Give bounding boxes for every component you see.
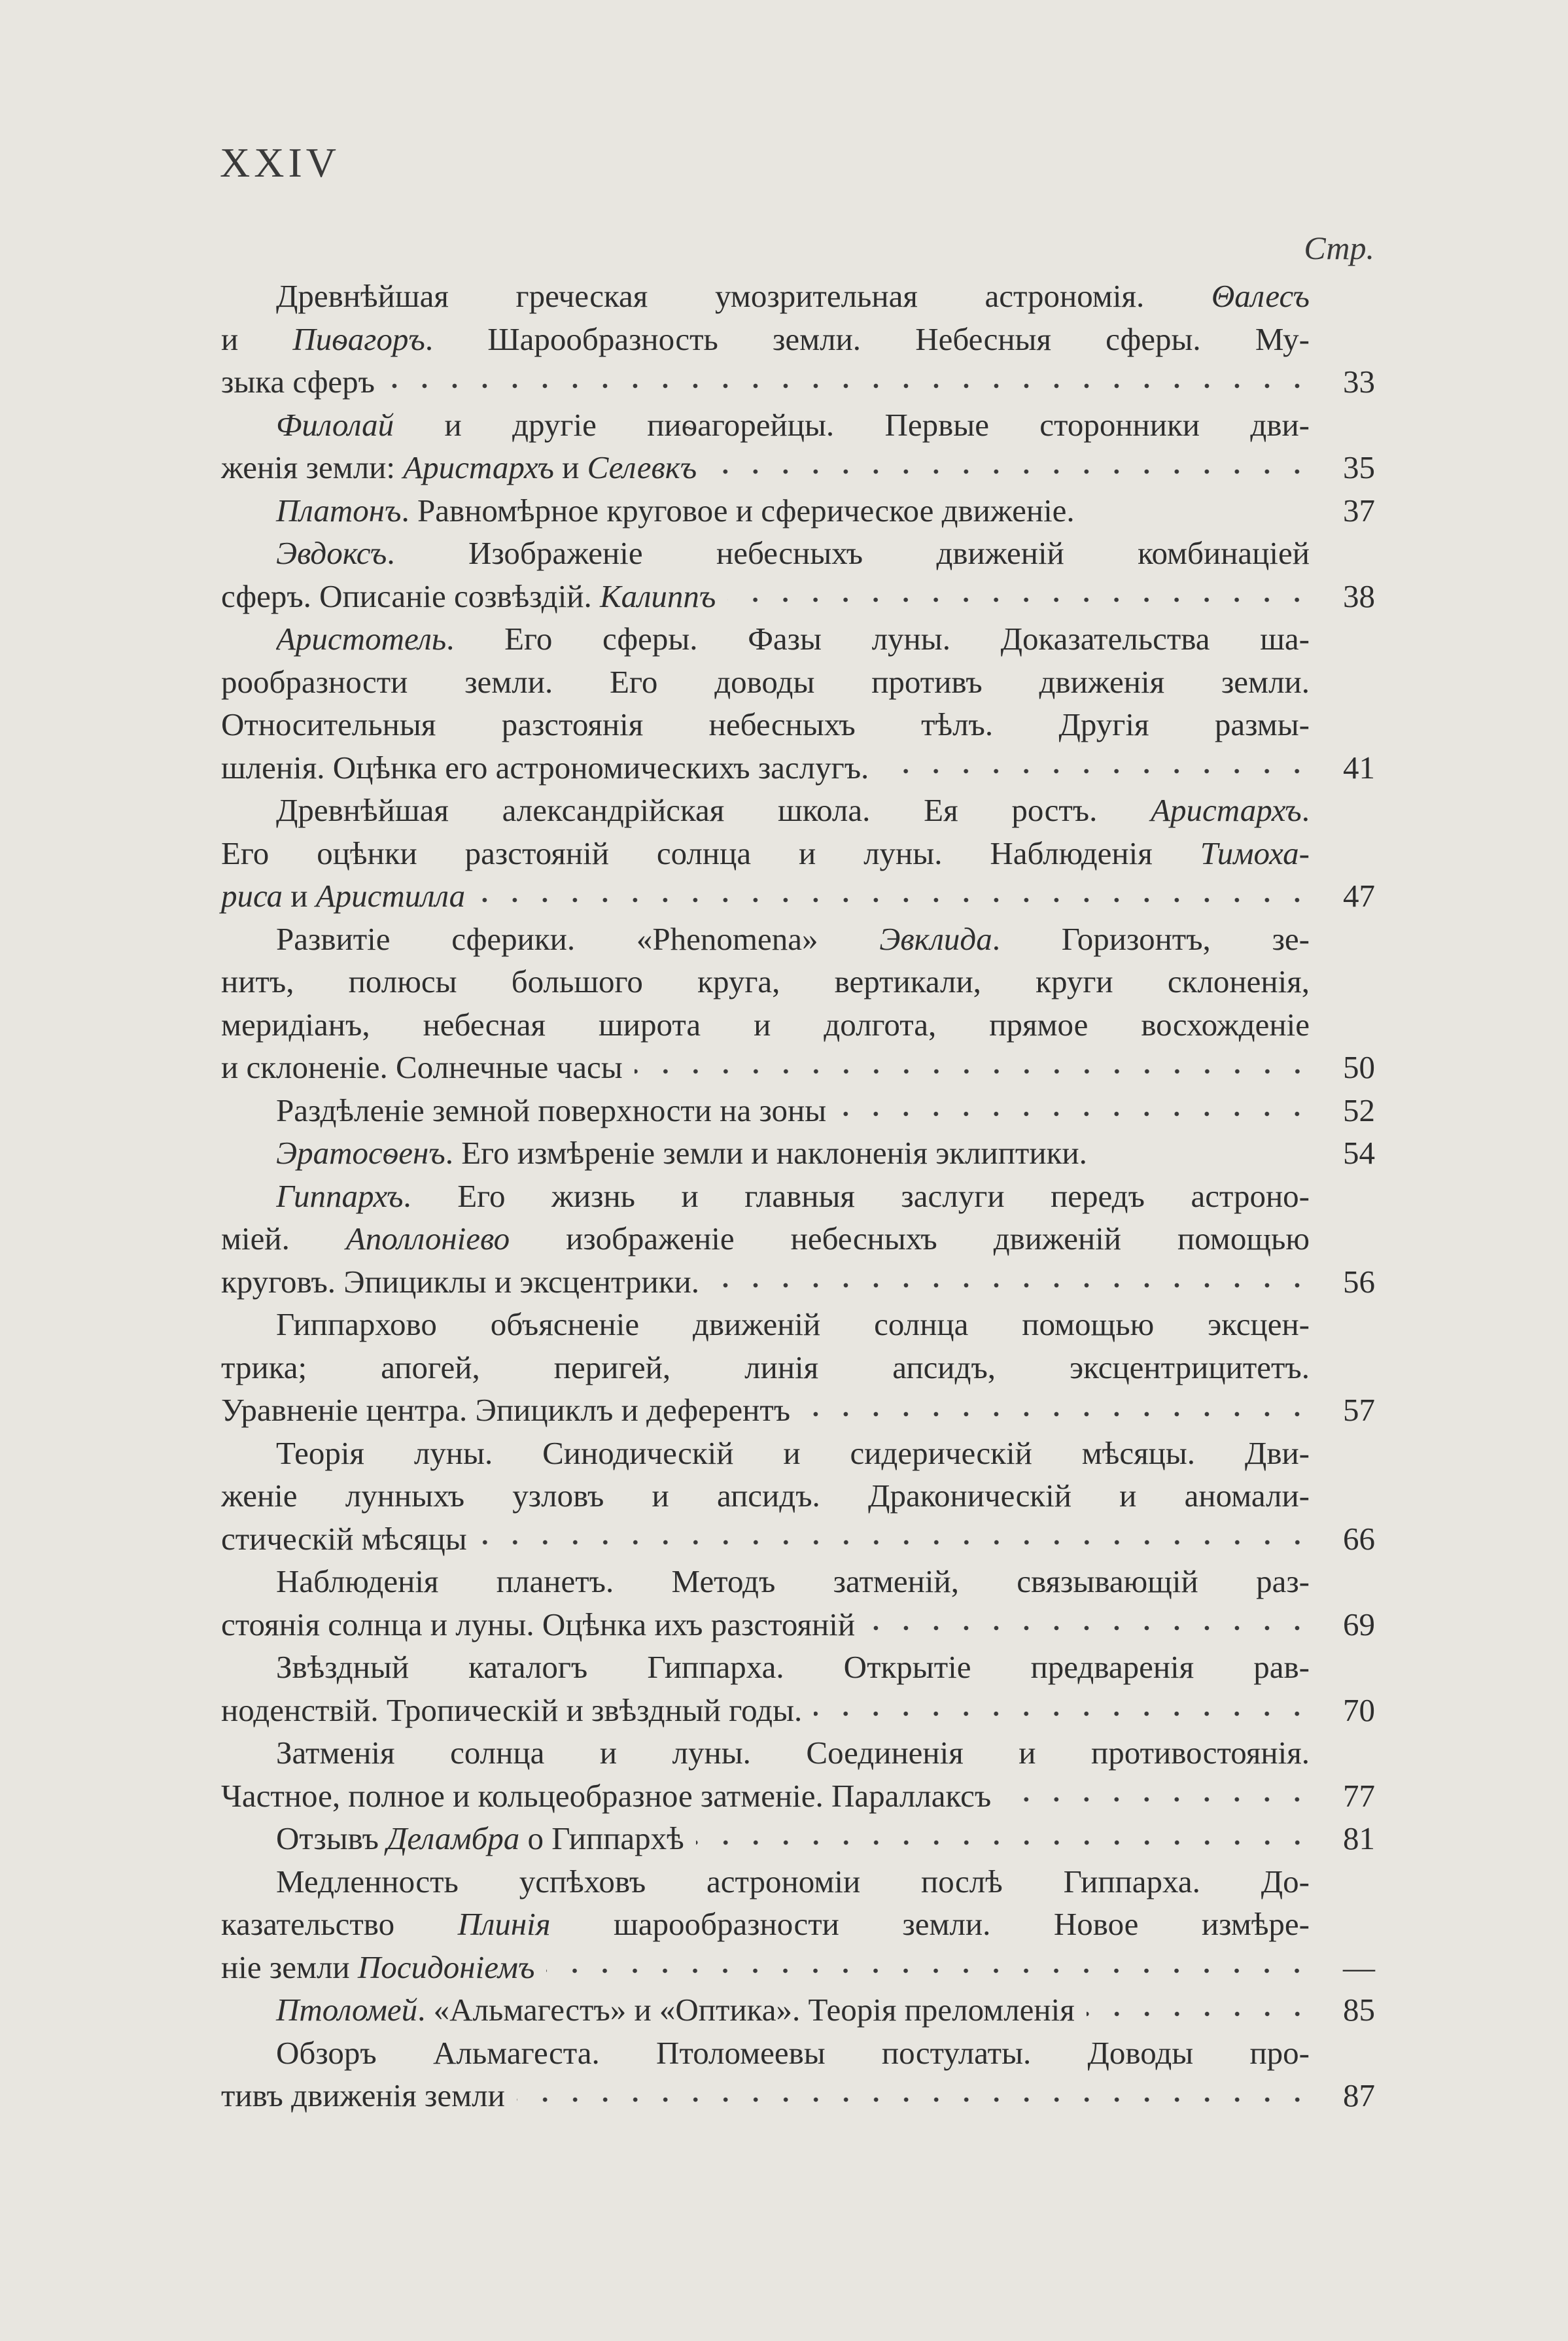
toc-line-text (276, 1860, 1310, 1903)
toc-line-text (221, 746, 869, 789)
toc-line (221, 1517, 1375, 1561)
toc-line-text (221, 1689, 802, 1732)
toc-name-italic: Филолай (276, 406, 394, 443)
toc-name-italic: Аристархъ (403, 449, 554, 485)
toc-line-text (276, 1175, 1310, 1218)
toc-page-number: 81 (1343, 1820, 1375, 1856)
toc-line (221, 1046, 1375, 1089)
toc-text-segment: Уравненіе центра. Эпициклъ и деферентъ (221, 1392, 791, 1428)
toc-line (221, 1132, 1375, 1175)
toc-name-italic: Аполлоніево (345, 1221, 510, 1257)
toc-line-text (276, 1731, 1310, 1775)
toc-line (221, 2032, 1375, 2075)
toc-text-segment: Раздѣленіе земной поверхности на зоны (276, 1092, 827, 1128)
toc-line (221, 1260, 1375, 1304)
toc-line (221, 1432, 1375, 1475)
toc-text-segment: Гиппархово объясненіе движеній солнца помощью эксцен- (276, 1306, 1310, 1342)
toc-name-italic: Плинія (457, 1906, 551, 1942)
toc-page-number: 38 (1343, 578, 1375, 614)
toc-line-text (221, 360, 375, 404)
dot-leader (1099, 1147, 1312, 1160)
dot-leader (517, 2089, 1312, 2102)
toc-entry (221, 1731, 1375, 1817)
toc-line (221, 446, 1375, 489)
toc-line-text (276, 1817, 684, 1860)
toc-entry (221, 1432, 1375, 1561)
toc-page-number: 56 (1343, 1263, 1375, 1300)
toc-line-text (221, 661, 1310, 704)
toc-line (221, 1903, 1375, 1946)
toc-name-italic: Селевкъ (587, 449, 697, 485)
dot-leader (1003, 1789, 1312, 1802)
toc-line-text (276, 1988, 1075, 2032)
toc-line (221, 1089, 1375, 1132)
toc-page-number: 37 (1343, 492, 1375, 529)
toc-name-italic: Θалесъ (1211, 278, 1310, 314)
toc-entry (221, 1560, 1375, 1646)
toc-text-segment: нитъ, полюсы большого круга, вертикали, круги склоненія, (221, 963, 1310, 999)
toc-text-segment: и другіе пиѳагорейцы. Первые сторонники дви- (394, 406, 1310, 443)
toc-text-segment: . Его измѣреніе земли и наклоненія эклиптики. (445, 1135, 1087, 1171)
toc-line-text (221, 1003, 1310, 1047)
toc-line-text (276, 1432, 1310, 1475)
toc-line (221, 1817, 1375, 1860)
toc-name-italic: Деламбра (387, 1820, 520, 1856)
toc-entry (221, 789, 1375, 918)
toc-text-segment: женія земли: (221, 449, 404, 485)
toc-text-segment: . Изображеніе небесныхъ движеній комбинаціей (387, 535, 1310, 571)
dot-leader (479, 1532, 1312, 1545)
toc-text-segment: . (1301, 792, 1310, 828)
toc-line (221, 360, 1375, 404)
toc-line-text (221, 1046, 623, 1089)
toc-text-segment: рообразности земли. Его доводы противъ движенія земли. (221, 663, 1310, 700)
dot-leader (711, 1275, 1312, 1288)
toc-text-segment: Теорія луны. Синодическій и сидерическій мѣсяцы. Дви- (276, 1434, 1310, 1471)
toc-line (221, 1474, 1375, 1517)
toc-line-text (276, 489, 1075, 532)
toc-line (221, 1731, 1375, 1775)
toc-line (221, 318, 1375, 361)
toc-text-segment: Наблюденія планетъ. Методъ затменій, связывающій раз- (276, 1563, 1310, 1599)
toc-line-text (221, 1603, 855, 1646)
toc-text-segment: . Горизонтъ, зе- (992, 920, 1310, 957)
toc-line (221, 1003, 1375, 1047)
toc-text-segment: казательство (221, 1906, 458, 1942)
toc-name-italic: Аристотель (276, 621, 447, 657)
dot-leader (802, 1404, 1312, 1417)
toc-page-number: 41 (1343, 749, 1375, 786)
toc-page-number: 77 (1343, 1777, 1375, 1814)
page-number: XXIV (220, 139, 340, 186)
toc-line-text (276, 275, 1310, 318)
toc-line (221, 832, 1375, 875)
toc-line-text (221, 318, 1310, 361)
toc-line (221, 703, 1375, 746)
toc-page-number: 50 (1343, 1049, 1375, 1085)
toc-text-segment: о Гиппархѣ (519, 1820, 684, 1856)
toc-line-text (221, 2074, 505, 2117)
toc-entry (221, 1988, 1375, 2032)
toc-name-italic: Платонъ (276, 492, 402, 529)
toc-page-number: 70 (1343, 1691, 1375, 1728)
toc-line (221, 1988, 1375, 2032)
toc-name-italic: Эратосѳенъ (276, 1135, 445, 1171)
toc-line-text (276, 2032, 1310, 2075)
toc-line (221, 789, 1375, 832)
toc-text-segment: сферъ. Описаніе созвѣздій. (221, 578, 601, 614)
toc-name-italic: Гиппархъ (276, 1177, 404, 1214)
toc-line-text (221, 1474, 1310, 1517)
toc-line-text (221, 875, 465, 918)
toc-line-text (276, 1303, 1310, 1346)
toc-entry (221, 275, 1375, 404)
toc-page-number: 85 (1343, 1992, 1375, 2028)
toc-line-text (276, 789, 1310, 832)
toc-page-number: 47 (1343, 878, 1375, 914)
toc-entry (221, 1132, 1375, 1175)
toc-line (221, 617, 1375, 661)
toc-text-segment: Звѣздный каталогъ Гиппарха. Открытіе предваренія рав- (276, 1649, 1310, 1685)
toc-line (221, 918, 1375, 961)
toc-line-text (221, 1775, 991, 1818)
toc-line-text (221, 960, 1310, 1003)
toc-page-number: 33 (1343, 364, 1375, 400)
toc-text-segment: ніе земли (221, 1949, 358, 1985)
dot-leader (814, 1703, 1312, 1716)
toc-entry (221, 489, 1375, 532)
toc-text-segment: Обзоръ Альмагеста. Птоломеевы постулаты. Доводы про- (276, 2034, 1310, 2071)
toc-text-segment: міей. (221, 1221, 346, 1257)
toc-line-text (276, 404, 1310, 447)
toc-line (221, 1346, 1375, 1389)
toc-line-text (221, 832, 1310, 875)
dot-leader (1087, 504, 1312, 517)
table-of-contents (221, 275, 1375, 2117)
toc-entry (221, 918, 1375, 1089)
dot-leader (546, 1960, 1312, 1973)
toc-line (221, 1560, 1375, 1603)
toc-line (221, 1217, 1375, 1260)
dot-leader (838, 1103, 1312, 1117)
toc-line-text (221, 1260, 699, 1304)
toc-text-segment: . Равномѣрное круговое и сферическое движеніе. (401, 492, 1075, 529)
toc-line-text (276, 1646, 1310, 1689)
toc-line-text (221, 1903, 1310, 1946)
toc-page-number: 69 (1343, 1606, 1375, 1642)
toc-line (221, 1646, 1375, 1689)
toc-text-segment: шленія. Оцѣнка его астрономическихъ заслугъ. (221, 749, 869, 786)
toc-line-text (221, 1217, 1310, 1260)
toc-entry (221, 617, 1375, 789)
toc-entry (221, 404, 1375, 489)
toc-line (221, 532, 1375, 575)
toc-line-text (276, 532, 1310, 575)
toc-name-italic: Эвдоксъ (276, 535, 387, 571)
toc-entry (221, 1860, 1375, 1989)
toc-name-italic: Птоломей (276, 1992, 418, 2028)
toc-entry (221, 1646, 1375, 1731)
toc-entry (221, 2032, 1375, 2117)
toc-entry (221, 1089, 1375, 1132)
toc-text-segment: трика; апогей, перигей, линія апсидъ, эксцентрицитетъ. (221, 1349, 1310, 1385)
toc-text-segment: Древнѣйшая александрійская школа. Ея ростъ. (276, 792, 1151, 828)
toc-text-segment: и склоненіе. Солнечные часы (221, 1049, 623, 1085)
toc-line-text (276, 1132, 1087, 1175)
toc-text-segment: шарообразности земли. Новое измѣре- (550, 1906, 1310, 1942)
toc-text-segment: Затменія солнца и луны. Соединенія и противостоянія. (276, 1735, 1310, 1771)
toc-name-italic: риса (221, 878, 283, 914)
toc-entry (221, 532, 1375, 617)
toc-text-segment: . Его жизнь и главныя заслуги передъ астроно- (403, 1177, 1310, 1214)
toc-line (221, 661, 1375, 704)
dot-leader (727, 589, 1312, 602)
toc-line-text (276, 1089, 826, 1132)
toc-page-number: 57 (1343, 1392, 1375, 1428)
toc-line-text (221, 1946, 534, 1989)
dot-leader (477, 890, 1312, 903)
toc-text-segment: стоянія солнца и луны. Оцѣнка ихъ разстояній (221, 1606, 856, 1642)
toc-line (221, 1389, 1375, 1432)
toc-text-segment: и (553, 449, 587, 485)
toc-text-segment: меридіанъ, небесная широта и долгота, прямое восхожденіе (221, 1006, 1310, 1043)
toc-page-number: 66 (1343, 1520, 1375, 1557)
toc-page-number: 52 (1343, 1092, 1375, 1128)
dot-leader (1087, 2003, 1312, 2017)
toc-text-segment: и (221, 321, 293, 357)
toc-text-segment: . Его сферы. Фазы луны. Доказательства ша- (446, 621, 1310, 657)
toc-text-segment: Частное, полное и кольцеобразное затменіе. Параллаксъ (221, 1777, 992, 1814)
toc-line-text (276, 918, 1310, 961)
dot-leader (387, 375, 1312, 389)
toc-name-italic: Посидоніемъ (357, 1949, 535, 1985)
toc-name-italic: Эвклида (879, 920, 992, 957)
dot-leader (867, 1618, 1312, 1631)
toc-line (221, 489, 1375, 532)
toc-text-segment: женіе лунныхъ узловъ и апсидъ. Драконическій и аномали- (221, 1478, 1310, 1514)
toc-text-segment: Развитіе сферики. «Phenomena» (276, 920, 880, 957)
toc-text-segment: ноденствій. Тропическій и звѣздный годы. (221, 1691, 803, 1728)
toc-page-number: 54 (1343, 1135, 1375, 1171)
page-column-label: Стр. (1304, 230, 1374, 266)
dot-leader (635, 1061, 1312, 1074)
toc-text-segment: круговъ. Эпициклы и эксцентрики. (221, 1263, 700, 1300)
toc-line-text (221, 446, 697, 489)
toc-line-text (221, 703, 1310, 746)
toc-line (221, 1603, 1375, 1646)
toc-line (221, 1775, 1375, 1818)
toc-entry (221, 1175, 1375, 1304)
toc-text-segment: Его оцѣнки разстояній солнца и луны. Наблюденія (221, 835, 1200, 871)
toc-text-segment: Древнѣйшая греческая умозрительная астрономія. (276, 278, 1211, 314)
toc-text-segment: Отзывъ (276, 1820, 387, 1856)
toc-line (221, 960, 1375, 1003)
toc-text-segment: тивъ движенія земли (221, 2077, 505, 2113)
toc-text-segment: . «Альмагестъ» и «Оптика». Теорія преломленія (417, 1992, 1075, 2028)
toc-line-text (221, 1346, 1310, 1389)
toc-page-number: 35 (1343, 449, 1375, 485)
dot-leader (696, 1832, 1312, 1845)
toc-line-text (276, 617, 1310, 661)
toc-name-italic: Аристилла (315, 878, 466, 914)
toc-name-italic: Калиппъ (600, 578, 716, 614)
toc-page-number: 87 (1343, 2077, 1375, 2113)
dot-leader (708, 461, 1312, 474)
toc-text-segment: Относительныя разстоянія небесныхъ тѣлъ. Другія размы- (221, 706, 1310, 742)
toc-text-segment: . Шарообразность земли. Небесныя сферы. Му- (425, 321, 1310, 357)
toc-line (221, 746, 1375, 789)
toc-name-italic: Аристархъ (1151, 792, 1302, 828)
toc-line (221, 875, 1375, 918)
toc-line (221, 1860, 1375, 1903)
toc-line-text (276, 1560, 1310, 1603)
toc-line (221, 404, 1375, 447)
toc-text-segment: и (282, 878, 316, 914)
toc-page-number: — (1343, 1949, 1375, 1985)
toc-line-text (221, 1389, 790, 1432)
toc-line (221, 1303, 1375, 1346)
toc-line (221, 1946, 1375, 1989)
dot-leader (880, 761, 1312, 774)
toc-line (221, 1175, 1375, 1218)
toc-name-italic: Тимоха- (1200, 835, 1310, 871)
toc-line (221, 275, 1375, 318)
toc-name-italic: Пиѳагоръ (292, 321, 425, 357)
toc-entry (221, 1817, 1375, 1860)
toc-text-segment: изображеніе небесныхъ движеній помощью (510, 1221, 1310, 1257)
toc-line-text (221, 575, 716, 618)
toc-line (221, 1689, 1375, 1732)
toc-line (221, 575, 1375, 618)
toc-entry (221, 1303, 1375, 1432)
toc-text-segment: Медленность успѣховъ астрономіи послѣ Гиппарха. До- (276, 1863, 1310, 1899)
toc-text-segment: стическій мѣсяцы (221, 1520, 467, 1557)
toc-text-segment: зыка сферъ (221, 364, 375, 400)
toc-line (221, 2074, 1375, 2117)
toc-line-text (221, 1517, 467, 1561)
